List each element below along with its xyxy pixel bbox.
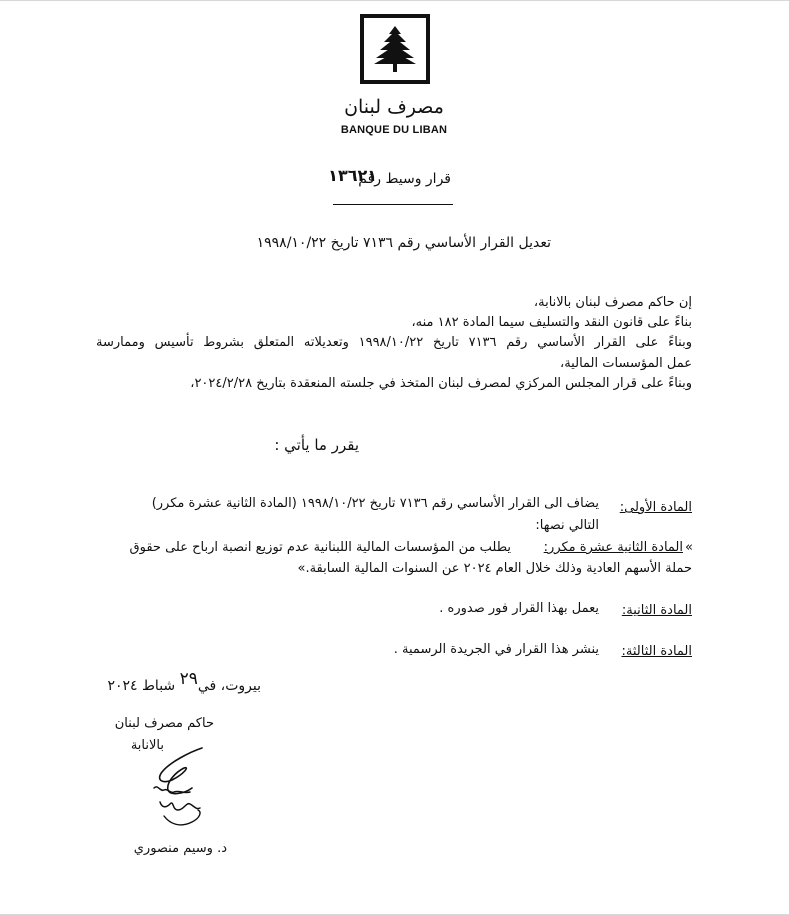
governor-name: د. وسيم منصوري <box>133 841 227 856</box>
cedar-tree-icon <box>368 22 422 76</box>
decision-subject: تعديل القرار الأساسي رقم ٧١٣٦ تاريخ ١٩٩٨/١٠/٢٢ <box>256 235 551 251</box>
title-underline <box>333 204 453 205</box>
handwritten-signature-icon <box>140 738 220 838</box>
article-2-text: يعمل بهذا القرار فور صدوره . <box>439 601 599 616</box>
bank-name-arabic: مصرف لبنان <box>344 96 444 118</box>
article-12-bis-text: حملة الأسهم العادية وذلك خلال العام ٢٠٢٤ عن السنوات المالية السابقة.» <box>297 561 692 576</box>
article-3-label: المادة الثالثة: <box>621 644 692 659</box>
date-month-year: شباط ٢٠٢٤ <box>107 678 176 694</box>
bank-name-latin: BANQUE DU LIBAN <box>340 124 448 136</box>
decision-number: ١٣٦٢١ <box>328 166 377 185</box>
governor-subtitle: بالانابة <box>130 738 164 753</box>
decides-heading: يقرر ما يأتي : <box>274 436 359 454</box>
preamble-line: عمل المؤسسات المالية، <box>560 356 692 371</box>
preamble-line: وبناءً على القرار الأساسي رقم ٧١٣٦ تاريخ ١٩٩٨/١٠/٢٢ وتعديلاته المتعلق بشروط تأسيس وممارسة <box>96 335 692 350</box>
date-place: بيروت، في <box>197 678 261 694</box>
quote-open: « <box>685 540 693 555</box>
article-1-label: المادة الأولى: <box>619 500 692 515</box>
top-border <box>0 0 789 1</box>
preamble-line: بناءً على قانون النقد والتسليف سيما المادة ١٨٢ منه، <box>411 315 692 330</box>
preamble-line: إن حاكم مصرف لبنان بالانابة، <box>533 295 692 310</box>
article-12-bis-text: يطلب من المؤسسات المالية اللبنانية عدم توزيع انصبة ارباح على حقوق <box>129 540 511 555</box>
article-12-bis-label: المادة الثانية عشرة مكرر: <box>543 540 683 555</box>
article-1-text: التالي نصها: <box>535 518 599 533</box>
article-2-label: المادة الثانية: <box>621 603 692 618</box>
governor-title: حاكم مصرف لبنان <box>114 716 214 731</box>
decision-title: قرار وسيط رقم <box>358 171 451 187</box>
bank-logo <box>360 14 430 84</box>
preamble-line: وبناءً على قرار المجلس المركزي لمصرف لبنان المتخذ في جلسته المنعقدة بتاريخ ٢٠٢٤/٢/٢٨، <box>190 376 692 391</box>
article-3-text: ينشر هذا القرار في الجريدة الرسمية . <box>393 642 599 657</box>
article-1-text: يضاف الى القرار الأساسي رقم ٧١٣٦ تاريخ ١٩٩٨/١٠/٢٢ (المادة الثانية عشرة مكرر) <box>151 496 599 511</box>
issue-date <box>107 669 261 695</box>
date-day: ٢٩ <box>179 669 198 689</box>
